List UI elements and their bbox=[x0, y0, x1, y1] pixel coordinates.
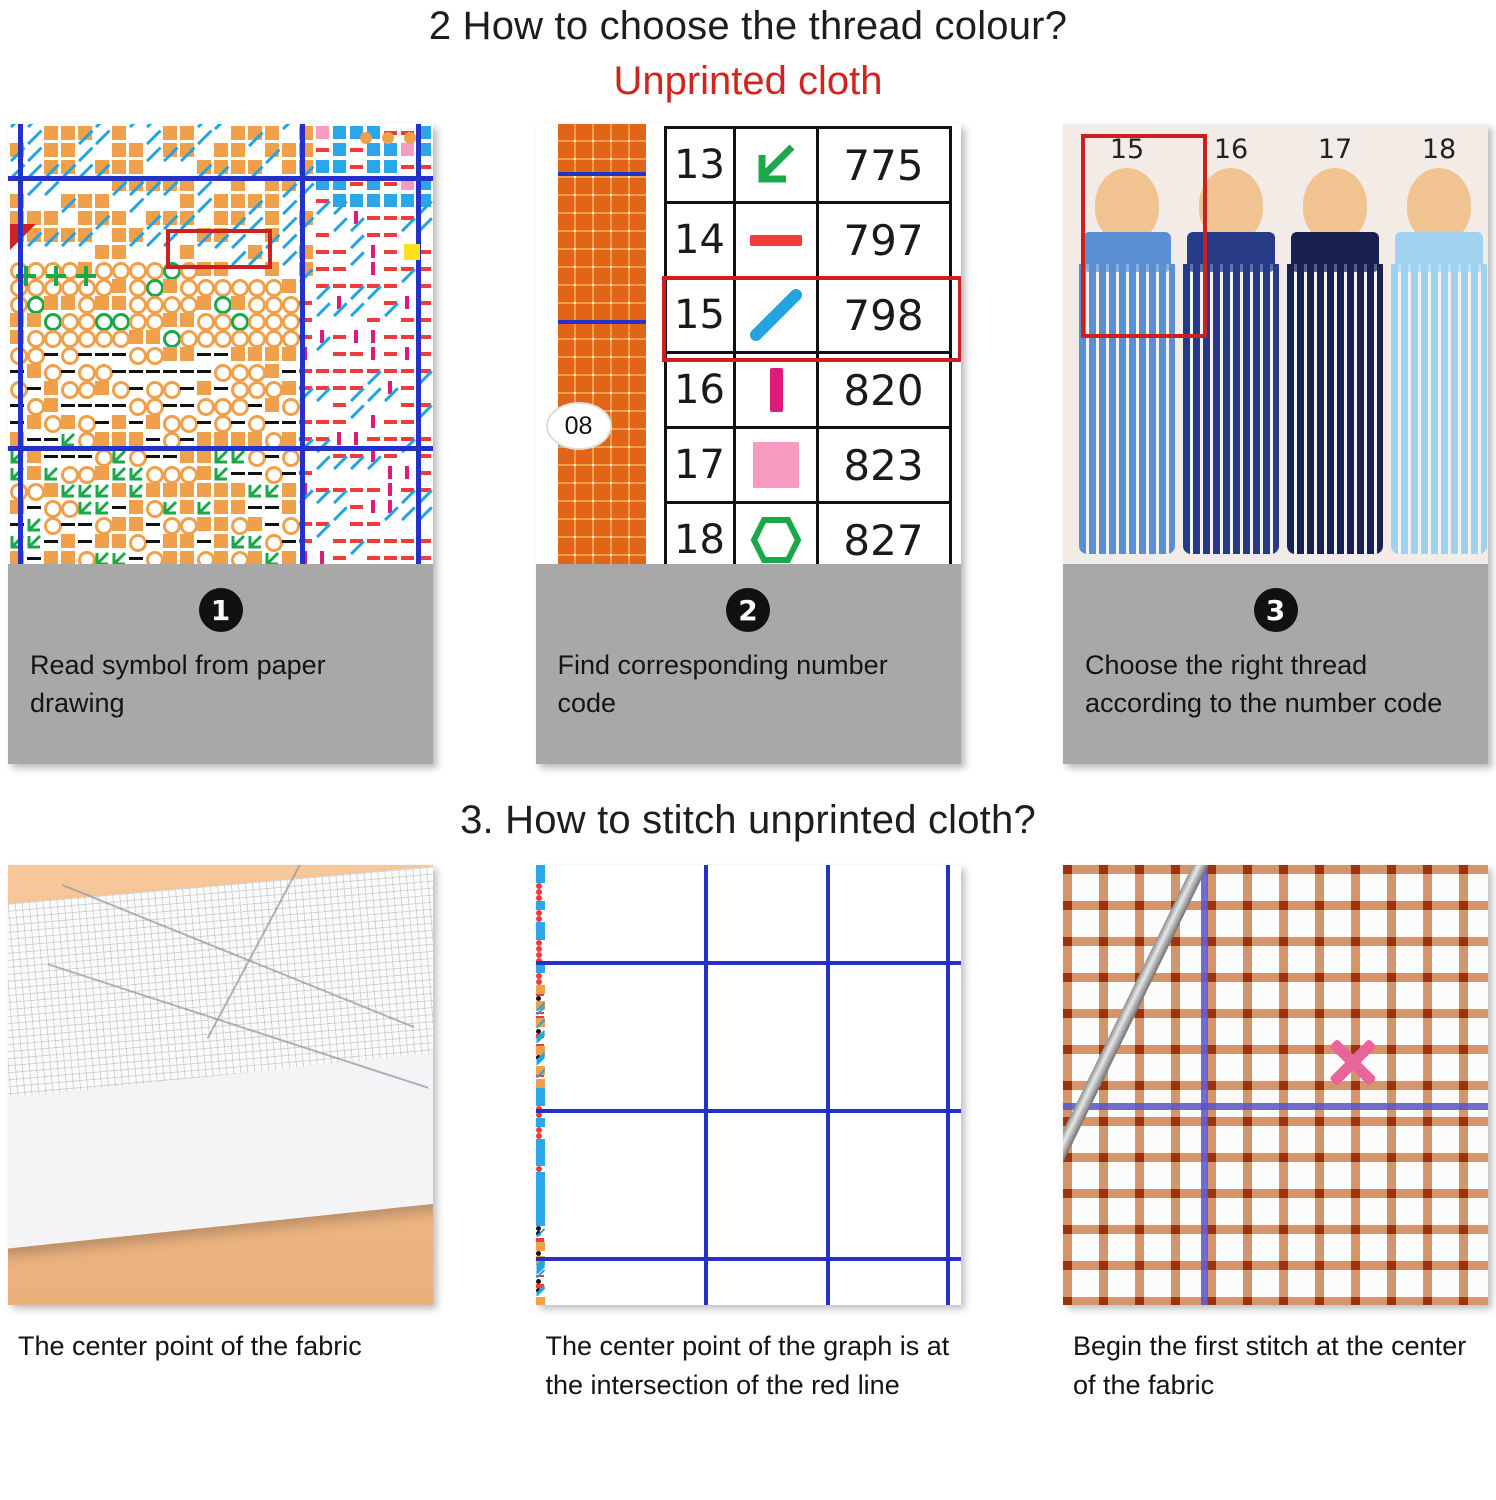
stitch-card-3 bbox=[1063, 865, 1488, 1405]
step-caption-text: Choose the right thread according to the number code bbox=[1085, 650, 1443, 719]
stitch-caption-text: The center point of the graph is at the intersection of the red line bbox=[545, 1331, 950, 1401]
step-card-2 bbox=[536, 124, 961, 764]
pink-cross-stitch bbox=[1325, 1033, 1381, 1089]
legend-symbol-green-hexagon-icon bbox=[734, 503, 817, 565]
page-number-bubble: 08 bbox=[546, 402, 612, 450]
legend-number: 17 bbox=[665, 428, 734, 503]
legend-code: 820 bbox=[817, 353, 950, 428]
legend-table-image bbox=[536, 124, 961, 564]
stitch-caption-text: The center point of the fabric bbox=[18, 1331, 362, 1361]
step-1-caption bbox=[8, 564, 433, 764]
legend-number: 14 bbox=[665, 203, 734, 278]
table-row bbox=[665, 503, 950, 565]
thread-number: 17 bbox=[1317, 134, 1353, 165]
table-row bbox=[665, 353, 950, 428]
legend-symbol-magenta-bar-icon bbox=[734, 353, 817, 428]
step-caption-text: Read symbol from paper drawing bbox=[30, 650, 326, 719]
fabric-photo bbox=[8, 865, 433, 1305]
step-3-caption bbox=[1063, 564, 1488, 764]
legend-number: 13 bbox=[665, 128, 734, 203]
legend-code: 823 bbox=[817, 428, 950, 503]
stitch-row bbox=[0, 865, 1496, 1405]
stitch-card-1 bbox=[8, 865, 433, 1366]
red-highlight-box bbox=[1081, 134, 1207, 338]
legend-code: 798 bbox=[817, 278, 950, 353]
page-subtitle: Unprinted cloth bbox=[613, 59, 883, 103]
step-card-3 bbox=[1063, 124, 1488, 764]
legend-number: 15 bbox=[665, 278, 734, 353]
legend-symbol-pink-square-icon bbox=[734, 428, 817, 503]
needle-photo bbox=[1063, 865, 1488, 1305]
chart-pattern-graphic bbox=[8, 124, 433, 564]
section-title-stitch: 3. How to stitch unprinted cloth? bbox=[460, 798, 1036, 842]
legend-symbol-red-dash-icon bbox=[734, 203, 817, 278]
thread-photo bbox=[1063, 124, 1488, 564]
thread-number: 15 bbox=[1109, 134, 1145, 165]
step-caption-text: Find corresponding number code bbox=[557, 650, 888, 719]
table-row bbox=[665, 128, 950, 203]
red-highlight-box bbox=[662, 276, 961, 362]
chart-strip-graphic bbox=[558, 124, 646, 564]
pattern-chart-graphic bbox=[536, 865, 961, 1305]
table-row bbox=[665, 428, 950, 503]
step-badge: 3 bbox=[1254, 588, 1298, 632]
step-badge: 1 bbox=[199, 588, 243, 632]
legend-number: 18 bbox=[665, 503, 734, 565]
table-row bbox=[665, 203, 950, 278]
stitch-card-2 bbox=[536, 865, 961, 1405]
red-highlight-box bbox=[166, 229, 272, 269]
legend-symbol-green-angle-icon bbox=[734, 128, 817, 203]
legend-code: 827 bbox=[817, 503, 950, 565]
thread-number: 18 bbox=[1421, 134, 1457, 165]
legend-code: 797 bbox=[817, 203, 950, 278]
step-2-caption bbox=[536, 564, 961, 764]
pattern-chart-photo bbox=[536, 865, 961, 1305]
paper-chart-image bbox=[8, 124, 433, 564]
stitch-caption-text: Begin the first stitch at the center of the fabric bbox=[1073, 1331, 1467, 1401]
legend-code: 775 bbox=[817, 128, 950, 203]
step-badge: 2 bbox=[726, 588, 770, 632]
step-card-1 bbox=[8, 124, 433, 764]
page-title: 2 How to choose the thread colour? bbox=[428, 4, 1068, 48]
steps-row bbox=[0, 124, 1496, 764]
legend-number: 16 bbox=[665, 353, 734, 428]
thread-number: 16 bbox=[1213, 134, 1249, 165]
